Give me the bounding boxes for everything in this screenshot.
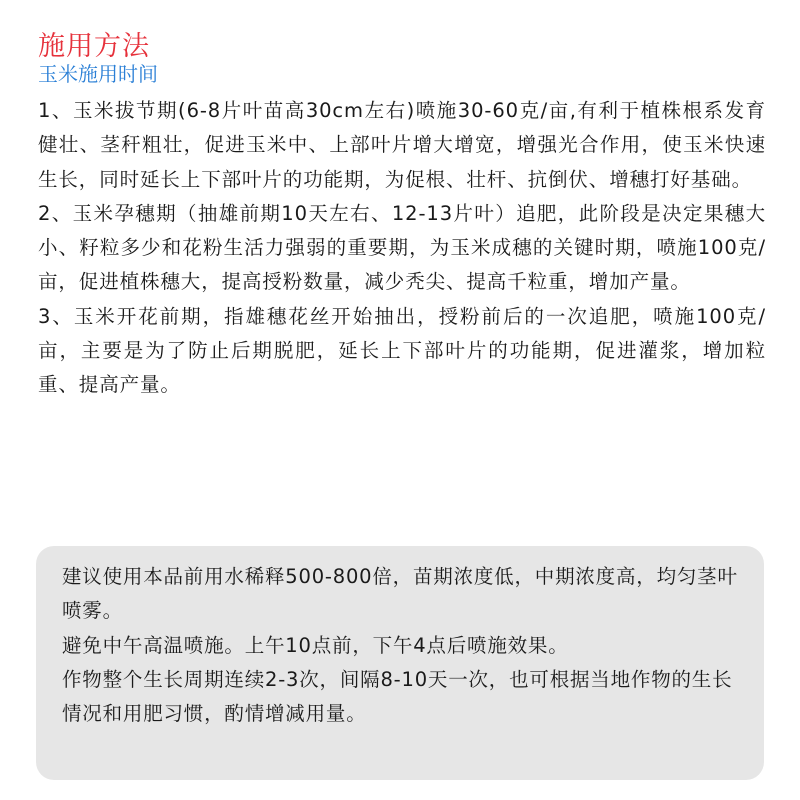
step-2: 2、玉米孕穗期（抽雄前期10天左右、12-13片叶）追肥，此阶段是决定果穗大小、籽粒多少和花粉生活力强弱的重要期，为玉米成穗的关键时期，喷施100克/亩，促进植株穗大，提高授粉数量，减少秃尖、提高千粒重，增加产量。 bbox=[38, 201, 766, 294]
step-1: 1、玉米拔节期(6-8片叶苗高30cm左右)喷施30-60克/亩,有利于植株根系发育健壮、茎秆粗壮，促进玉米中、上部叶片增大增宽，增强光合作用，使玉米快速生长，同时延长上下部叶片的功能期，为促根、壮杆、抗倒伏、增穗打好基础。 bbox=[38, 99, 766, 191]
note-frequency: 作物整个生长周期连续2-3次，间隔8-10天一次，也可根据当地作物的生长情况和用肥习惯，酌情增减用量。 bbox=[62, 667, 733, 726]
note-timing: 避免中午高温喷施。上午10点前，下午4点后喷施效果。 bbox=[62, 633, 569, 657]
step-3: 3、玉米开花前期，指雄穗花丝开始抽出，授粉前后的一次追肥，喷施100克/亩，主要是为了防止后期脱肥，延长上下部叶片的功能期，促进灌浆，增加粒重、提高产量。 bbox=[38, 304, 766, 397]
application-steps bbox=[38, 94, 766, 403]
usage-notes-box bbox=[36, 546, 764, 780]
page-title: 施用方法 bbox=[38, 31, 150, 63]
usage-notes bbox=[62, 560, 752, 731]
section-subtitle: 玉米施用时间 bbox=[38, 62, 158, 86]
note-dilution: 建议使用本品前用水稀释500-800倍，苗期浓度低，中期浓度高，均匀茎叶喷雾。 bbox=[62, 565, 738, 623]
